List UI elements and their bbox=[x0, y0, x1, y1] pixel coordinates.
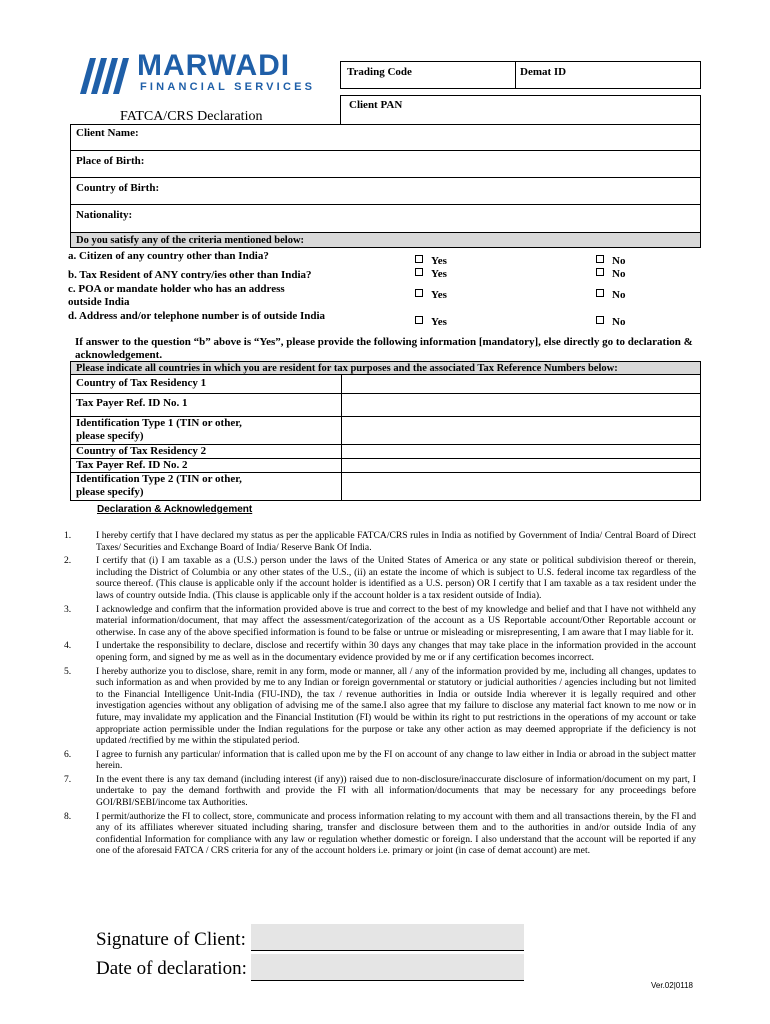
country-tax-residency-1-label: Country of Tax Residency 1 bbox=[76, 377, 207, 389]
tax-value-1[interactable] bbox=[341, 375, 700, 393]
country-tax-residency-2-label: Country of Tax Residency 2 bbox=[76, 445, 207, 457]
declaration-item: 6. I agree to furnish any particular/ information that is called upon me by the FI on account of any change to law either in India or abroad in the subject matter herein. bbox=[64, 748, 696, 772]
client-name-label: Client Name: bbox=[76, 127, 139, 139]
place-of-birth-field[interactable] bbox=[70, 150, 701, 178]
checkbox-icon bbox=[596, 316, 604, 324]
declaration-item: 3. I acknowledge and confirm that the information provided above is true and correct to the best of my knowledge and belief and that I have not withheld any material information/document, that may affect the assessment/categorization of the account as a US Reportable account/Other Reportable account or otherwise. In case any of the above specified information is found to be false or untrue or misleading or misrepresenting, I am aware that I may liable for it. bbox=[64, 603, 696, 638]
identification-type-1-label: Identification Type 1 (TIN or other, please specify) bbox=[76, 417, 242, 442]
criteria-heading: Do you satisfy any of the criteria mentioned below: bbox=[76, 235, 305, 246]
tax-heading: Please indicate all countries in which you are resident for tax purposes and the associated Tax Reference Numbers below: bbox=[76, 363, 618, 374]
signature-field[interactable] bbox=[251, 924, 524, 951]
client-pan-label: Client PAN bbox=[349, 99, 403, 111]
question-d-yes[interactable]: Yes bbox=[415, 316, 447, 328]
tax-value-2[interactable] bbox=[341, 394, 700, 416]
checkbox-icon bbox=[415, 316, 423, 324]
nationality-label: Nationality: bbox=[76, 209, 133, 221]
question-a-no[interactable]: No bbox=[596, 255, 625, 267]
signature-label: Signature of Client: bbox=[96, 929, 246, 950]
trading-code-label: Trading Code bbox=[347, 66, 412, 78]
declaration-title: Declaration & Acknowledgement bbox=[97, 504, 253, 515]
country-of-birth-label: Country of Birth: bbox=[76, 182, 160, 194]
logo-brand-text: MARWADI bbox=[137, 49, 291, 82]
date-label: Date of declaration: bbox=[96, 958, 247, 979]
client-name-field[interactable] bbox=[70, 124, 701, 151]
question-a-yes[interactable]: Yes bbox=[415, 255, 447, 267]
checkbox-icon bbox=[596, 255, 604, 263]
question-c-yes[interactable]: Yes bbox=[415, 289, 447, 301]
tax-payer-ref-2-label: Tax Payer Ref. ID No. 2 bbox=[76, 459, 188, 471]
nationality-field[interactable] bbox=[70, 204, 701, 233]
question-b-no[interactable]: No bbox=[596, 268, 625, 280]
form-title: FATCA/CRS Declaration bbox=[120, 109, 263, 124]
declaration-item: 1. I hereby certify that I have declared my status as per the applicable FATCA/CRS rules in India as notified by Government of India/ Central Board of Direct Taxes/ Securities and Exchange Board of India/ Reserve Bank Of India. bbox=[64, 530, 696, 553]
version-label: Ver.02|0118 bbox=[651, 981, 693, 990]
tax-heading-bar bbox=[70, 361, 701, 375]
question-c: c. POA or mandate holder who has an address outside India bbox=[68, 283, 285, 308]
question-b: b. Tax Resident of ANY contry/ies other than India? bbox=[68, 269, 312, 281]
question-d-no[interactable]: No bbox=[596, 316, 625, 328]
place-of-birth-label: Place of Birth: bbox=[76, 155, 145, 167]
tax-payer-ref-1-label: Tax Payer Ref. ID No. 1 bbox=[76, 397, 188, 409]
question-d: d. Address and/or telephone number is of outside India bbox=[68, 310, 326, 322]
logo-sub-text: FINANCIAL SERVICES bbox=[140, 81, 316, 93]
declaration-item: 8. I permit/authorize the FI to collect, store, communicate and process information relating to my account with them and all transactions therein, by the FI and any of its affiliates wherever situated including sharing, transfer and disclosure between them and to the authorities in and/or outside India of any confidential Information for compliance with any law or regulation whether domestic or foreign. I also understand that the account will be reported if any one of the aforesaid FATCA / CRS criteria for any of the account holders i.e. primary or joint (in case of demat account) are met. bbox=[64, 810, 696, 857]
country-of-birth-field[interactable] bbox=[70, 177, 701, 205]
question-c-no[interactable]: No bbox=[596, 289, 625, 301]
declaration-item: 7. In the event there is any tax demand (including interest (if any)) raised due to non-disclosure/inaccurate disclosure of information/document on my part, I undertake to pay the demand forthwith and provide the FI with all information/documents that may be necessary for any proceedings before GOI/RBI/SEBI/income tax Authorities. bbox=[64, 773, 696, 809]
declaration-item: 2. I certify that (i) I am taxable as a (U.S.) person under the laws of the United States of America or any state or political subdivision thereof or therein, including the District of Columbia or any other states of the U.S., (ii) an estate the income of which is subject to U.S. federal income tax regardless of the source thereof. (This clause is applicable only if the account holder is identified as a U.S. person) OR I certify that I am taxable as a tax resident under the laws of country outside India. (This clause is applicable only if the account holder is a tax resident outside of India). bbox=[64, 555, 696, 601]
checkbox-icon bbox=[596, 289, 604, 297]
question-a: a. Citizen of any country other than India? bbox=[68, 250, 269, 262]
date-field[interactable] bbox=[251, 954, 524, 981]
declaration-item: 5. I hereby authorize you to disclose, share, remit in any form, mode or manner, all / any of the information provided by me, including all changes, updates to such information as and when provided by me to any Indian or foreign governmental or statutory or judicial authorities / agencies including but not limited to the Financial Intelligence Unit-India (FIU-IND), the tax / revenue authorities in India or outside India wherever it is legally required and other investigation agencies without any obligation of advising me of the same.I also agree that my failure to disclose any material fact known to me now or in future, may invalidate my application and the Financial Institution (FI) would be within its right to put restrictions in the operations of my account or take appropriate action permissible under the Indian regulations for the purpose or take any other action as may deemed appropriate if the deficiency is not updated /rectified by me within the stipulated period. bbox=[64, 665, 696, 747]
checkbox-icon bbox=[415, 289, 423, 297]
checkbox-icon bbox=[596, 268, 604, 276]
demat-id-label: Demat ID bbox=[520, 66, 567, 78]
question-b-yes[interactable]: Yes bbox=[415, 268, 447, 280]
identification-type-2-label: Identification Type 2 (TIN or other, please specify) bbox=[76, 473, 242, 498]
checkbox-icon bbox=[415, 255, 423, 263]
checkbox-icon bbox=[415, 268, 423, 276]
criteria-heading-bar bbox=[70, 232, 701, 248]
declaration-item: 4. I undertake the responsibility to declare, disclose and recertify within 30 days any changes that may take place in the information provided in the account opening form, and signed by me as well as in the documentary evidence provided by me or if any certification becomes incorrect. bbox=[64, 640, 696, 663]
declaration-list bbox=[64, 530, 696, 859]
mandatory-note: If answer to the question “b” above is “Yes”, please provide the following information [mandatory], else directly go to declaration & acknowledgement. bbox=[75, 336, 693, 361]
